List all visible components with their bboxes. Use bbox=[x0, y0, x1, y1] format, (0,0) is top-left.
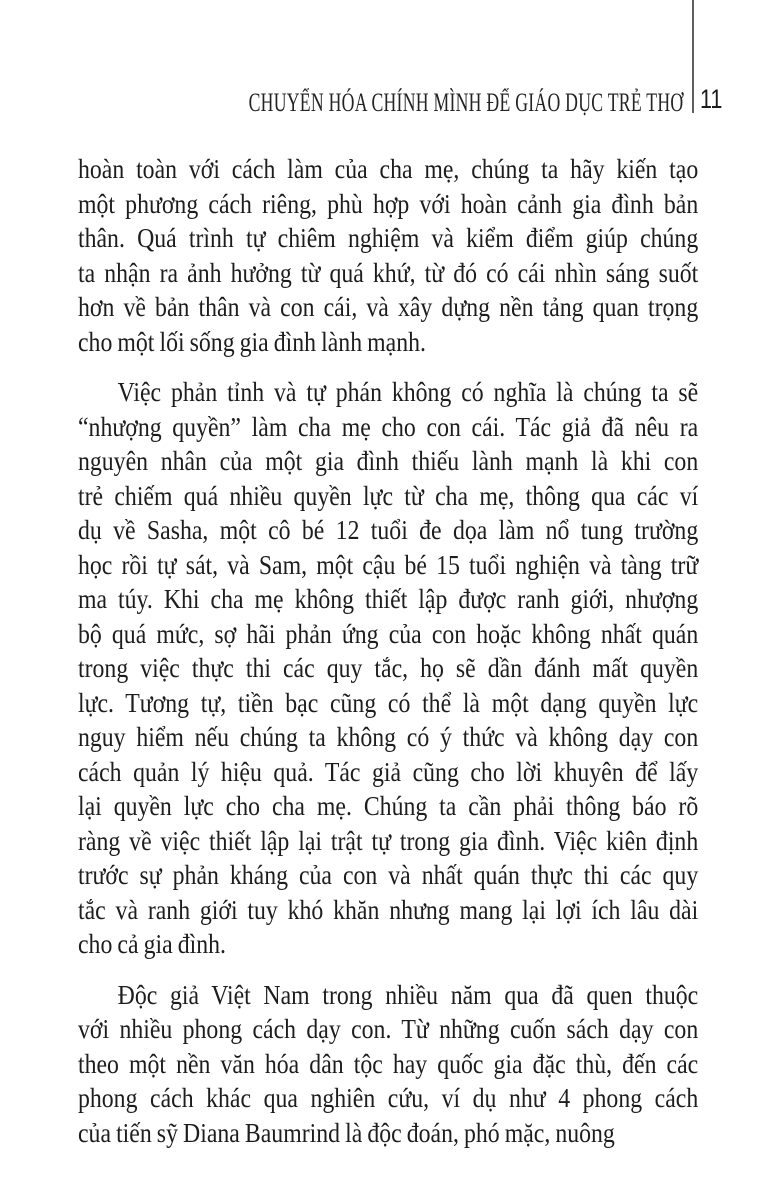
text-line: trẻ chiếm quá nhiều quyền lực từ cha mẹ, thông qua các ví bbox=[78, 480, 699, 511]
text-line: cho một lối sống gia đình lành mạnh. bbox=[78, 326, 426, 357]
text-line: Độc giả Việt Nam trong nhiều năm qua đã quen thuộc bbox=[117, 979, 699, 1010]
text-line: cách quản lý hiệu quả. Tác giả cũng cho lời khuyên để lấy bbox=[78, 756, 699, 787]
running-head-title: CHUYỂN HÓA CHÍNH MÌNH ĐỂ GIÁO DỤC TRẺ THƠ bbox=[248, 88, 683, 117]
text-line: trong việc thực thi các quy tắc, họ sẽ dần đánh mất quyền bbox=[78, 653, 699, 683]
text-line: Việc phản tỉnh và tự phán không có nghĩa là chúng ta sẽ bbox=[117, 377, 699, 407]
text-line: nguyên nhân của một gia đình thiếu lành mạnh là khi con bbox=[78, 446, 699, 476]
text-line: tắc và ranh giới tuy khó khăn nhưng mang lại lợi ích lâu dài bbox=[78, 894, 699, 925]
page-number: 11 bbox=[700, 84, 723, 114]
text-line: một phương cách riêng, phù hợp với hoàn cảnh gia đình bản bbox=[78, 188, 699, 219]
text-line: dụ về Sasha, một cô bé 12 tuổi đe dọa làm nổ tung trường bbox=[78, 515, 699, 545]
text-line: theo một nền văn hóa dân tộc hay quốc gia đặc thù, đến các bbox=[78, 1048, 699, 1079]
text-line: học rồi tự sát, và Sam, một cậu bé 15 tuổi nghiện và tàng trữ bbox=[78, 549, 699, 580]
text-line: phong cách khác qua nghiên cứu, ví dụ như 4 phong cách bbox=[78, 1083, 699, 1113]
text-line: hoàn toàn với cách làm của cha mẹ, chúng ta hãy kiến tạo bbox=[78, 154, 699, 184]
text-line: bộ quá mức, sợ hãi phản ứng của con hoặc không nhất quán bbox=[78, 618, 699, 649]
text-line: với nhiều phong cách dạy con. Từ những cuốn sách dạy con bbox=[78, 1014, 699, 1044]
text-line: của tiến sỹ Diana Baumrind là độc đoán, phó mặc, nuông bbox=[78, 1117, 615, 1148]
paragraph bbox=[78, 152, 698, 359]
text-line: “nhượng quyền” làm cha mẹ cho con cái. Tác giả đã nêu ra bbox=[78, 411, 699, 442]
text-line: lại quyền lực cho cha mẹ. Chúng ta cần phải thông báo rõ bbox=[78, 791, 699, 821]
text-line: thân. Quá trình tự chiêm nghiệm và kiểm điểm giúp chúng bbox=[78, 223, 699, 253]
paragraph bbox=[78, 978, 698, 1151]
paragraph bbox=[78, 375, 698, 962]
text-line: hơn về bản thân và con cái, và xây dựng nền tảng quan trọng bbox=[78, 292, 699, 322]
text-line: cho cả gia đình. bbox=[78, 929, 226, 959]
text-line: lực. Tương tự, tiền bạc cũng có thể là một dạng quyền lực bbox=[78, 687, 699, 718]
body-text bbox=[78, 152, 698, 1150]
text-line: ta nhận ra ảnh hưởng từ quá khứ, từ đó có cái nhìn sáng suốt bbox=[78, 257, 699, 288]
text-line: ma túy. Khi cha mẹ không thiết lập được ranh giới, nhượng bbox=[78, 584, 699, 614]
header-divider-line bbox=[692, 0, 694, 113]
text-line: nguy hiểm nếu chúng ta không có ý thức và không dạy con bbox=[78, 722, 699, 752]
text-line: ràng về việc thiết lập lại trật tự trong gia đình. Việc kiên định bbox=[78, 825, 699, 856]
text-line: trước sự phản kháng của con và nhất quán thực thi các quy bbox=[78, 860, 699, 890]
